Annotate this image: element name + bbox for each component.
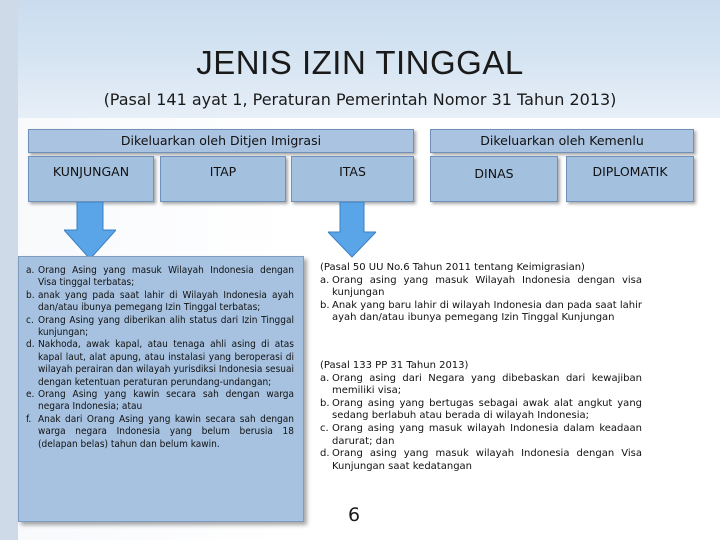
list-item-text: Orang asing yang masuk Wilayah Indonesia dengan visa kunjungan — [332, 274, 642, 299]
list-marker: a. — [26, 265, 35, 276]
type-itas-label: ITAS — [339, 163, 366, 179]
list-item-text: anak yang pada saat lahir di Wilayah Indonesia ayah dan/atau ibunya pemegang Izin Tinggal terbatas; — [38, 289, 294, 314]
list-marker: c. — [320, 422, 329, 434]
list-item — [320, 448, 642, 473]
list-item — [26, 339, 294, 389]
list-item-text: Orang asing yang bertugas sebagai awak alat angkut yang sedang berlabuh atau berada di wilayah Indonesia; — [332, 397, 642, 422]
list-item-text: Orang asing yang masuk wilayah Indonesia dengan Visa Kunjungan saat kedatangan — [332, 448, 642, 472]
list-marker: b. — [26, 289, 35, 301]
list-item — [320, 423, 642, 448]
list-marker: b. — [320, 397, 330, 409]
list-item — [26, 389, 294, 414]
list-item — [320, 398, 642, 423]
kunjungan-criteria-text — [26, 265, 294, 451]
arrow-down-kunjungan-icon — [64, 202, 116, 260]
arrow-down-itas-icon — [328, 202, 376, 258]
list-item-text: Orang Asing yang masuk Wilayah Indonesia dengan Visa tinggal terbatas; — [38, 265, 294, 289]
legal-basis-heading: (Pasal 50 UU No.6 Tahun 2011 tentang Keimigrasian) — [320, 262, 585, 273]
header-imigrasi: Dikeluarkan oleh Ditjen Imigrasi — [28, 129, 414, 153]
type-itap-label: ITAP — [209, 163, 237, 179]
type-kunjungan — [28, 156, 154, 202]
list-marker: d. — [26, 339, 35, 351]
itas-legal-basis-2 — [320, 360, 642, 473]
itas-legal-basis-1 — [320, 262, 642, 325]
type-kunjungan-label: KUNJUNGAN — [52, 163, 130, 179]
list-item — [320, 275, 642, 300]
type-diplomatik — [566, 156, 694, 202]
list-marker: d. — [320, 448, 330, 460]
list-item-text: Nakhoda, awak kapal, atau tenaga ahli asing di atas kapal laut, alat apung, atau instalasi yang beroperasi di wilayah perairan dan wilayah yurisdiksi Indonesia sesuai dengan ketentuan peraturan perundang-undangan; — [38, 339, 294, 388]
type-dinas-label: DINAS — [474, 165, 514, 181]
list-item-text: Orang asing dari Negara yang dibebaskan dari kewajiban memiliki visa; — [332, 372, 642, 397]
list-item — [26, 315, 294, 340]
list-marker: a. — [320, 372, 330, 384]
list-item — [26, 414, 294, 451]
header-kemenlu: Dikeluarkan oleh Kemenlu — [430, 129, 694, 153]
list-marker: a. — [320, 274, 330, 286]
type-itas — [291, 156, 414, 202]
page-number: 6 — [348, 504, 361, 526]
list-item-text: Anak dari Orang Asing yang kawin secara sah dengan warga negara Indonesia yang belum berusia 18 (delapan belas) tahun dan belum kawin. — [38, 413, 294, 450]
legal-basis-list — [320, 275, 642, 325]
kunjungan-criteria-list — [26, 265, 294, 451]
type-diplomatik-label: DIPLOMATIK — [592, 163, 668, 179]
page-subtitle: (Pasal 141 ayat 1, Peraturan Pemerintah Nomor 31 Tahun 2013) — [103, 90, 617, 109]
list-marker: f. — [26, 413, 32, 425]
page-title: JENIS IZIN TINGGAL — [196, 44, 524, 81]
type-dinas — [430, 156, 558, 202]
legal-basis-heading: (Pasal 133 PP 31 Tahun 2013) — [320, 360, 469, 371]
list-item — [26, 265, 294, 290]
list-marker: b. — [320, 299, 330, 311]
list-item — [320, 300, 642, 325]
list-item-text: Orang asing yang masuk wilayah Indonesia dalam keadaan darurat; dan — [332, 422, 642, 447]
list-item-text: Orang Asing yang kawin secara sah dengan warga negara Indonesia; atau — [38, 389, 294, 413]
list-item — [320, 373, 642, 398]
list-item — [26, 290, 294, 315]
type-itap — [160, 156, 286, 202]
legal-basis-list — [320, 373, 642, 474]
list-marker: c. — [26, 314, 34, 326]
list-item-text: Anak yang baru lahir di wilayah Indonesia dan pada saat lahir ayah dan/atau ibunya pemegang Izin Tinggal Kunjungan — [332, 299, 642, 324]
list-item-text: Orang Asing yang diberikan alih status dari Izin Tinggal kunjungan; — [38, 314, 294, 339]
list-marker: e. — [26, 389, 35, 401]
